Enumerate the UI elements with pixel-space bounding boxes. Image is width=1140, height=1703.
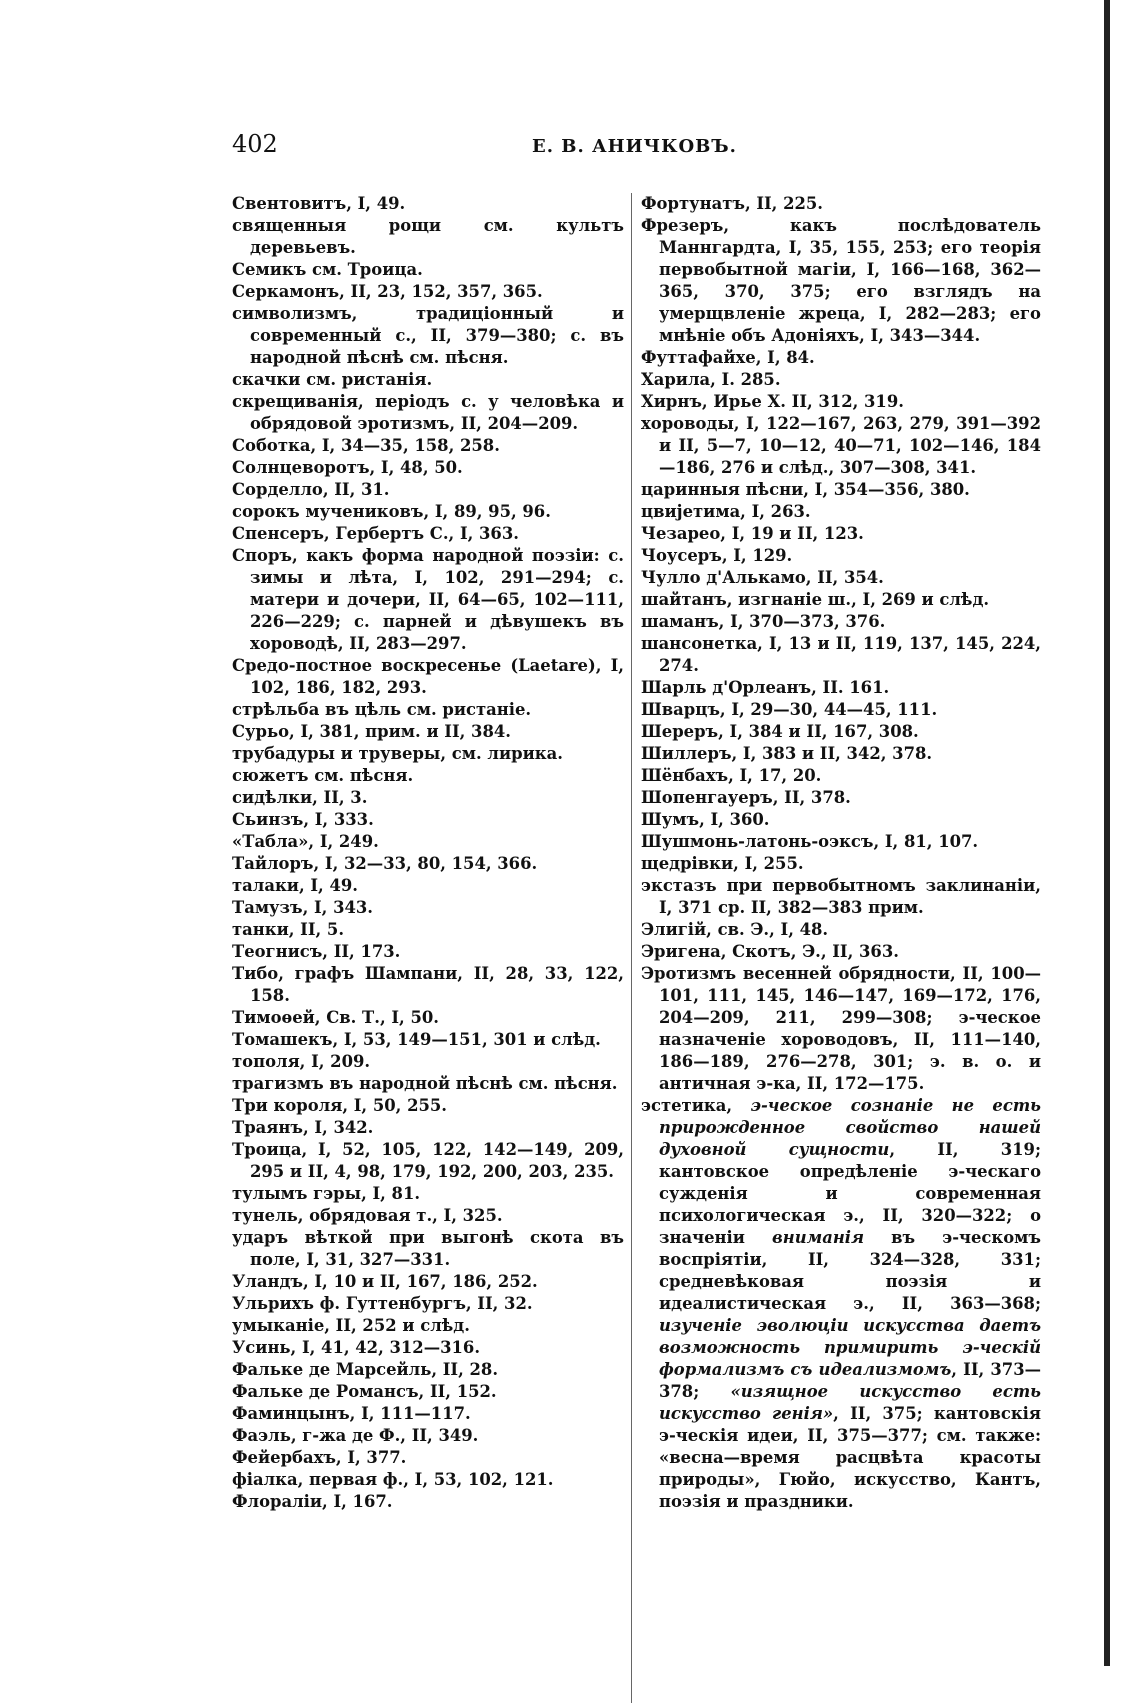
index-entry bbox=[232, 1183, 624, 1205]
index-entry bbox=[641, 589, 1041, 611]
index-entry bbox=[232, 1073, 624, 1095]
index-entry-text: Эротизмъ весенней обрядности, II, 100—101, 111, 145, 146—147, 169—172, 176, 204—209, 211, 299—308; э-ческое назначеніе хороводовъ, II, 111—140, 186—189, 276—278, 301; э. в. о. и античная э-ка, II, 172—175. bbox=[641, 964, 1041, 1093]
index-entry-text: экстазъ при первобытномъ заклинаніи, I, 371 ср. II, 382—383 прим. bbox=[641, 876, 1041, 917]
index-entry-text: Чоусеръ, I, 129. bbox=[641, 546, 793, 565]
index-entry bbox=[641, 567, 1041, 589]
index-entry-text: сидѣлки, II, 3. bbox=[232, 788, 368, 807]
index-entry bbox=[232, 193, 624, 215]
index-entry bbox=[641, 193, 1041, 215]
index-entry bbox=[641, 413, 1041, 479]
index-entry-text: Споръ, какъ форма народной поэзіи: с. зимы и лѣта, I, 102, 291—294; с. матери и дочери, II, 64—65, 102—111, 226—229; с. парней и дѣвушекъ въ хороводѣ, II, 283—297. bbox=[232, 546, 624, 653]
index-entry bbox=[232, 215, 624, 259]
index-entry-text: Шварцъ, I, 29—30, 44—45, 111. bbox=[641, 700, 938, 719]
index-entry bbox=[641, 633, 1041, 677]
index-entry-text: скачки см. ристанія. bbox=[232, 370, 433, 389]
index-entry bbox=[232, 1359, 624, 1381]
index-entry bbox=[232, 1051, 624, 1073]
index-entry bbox=[641, 941, 1041, 963]
index-entry-text: изученіе эволюціи искусства даетъ возможность примирить э-ческій формализмъ съ идеализмомъ bbox=[659, 1316, 1041, 1379]
index-entry-text: Свентовитъ, I, 49. bbox=[232, 194, 406, 213]
index-entry bbox=[232, 875, 624, 897]
index-entry bbox=[641, 919, 1041, 941]
index-entry bbox=[232, 545, 624, 655]
index-entry bbox=[232, 809, 624, 831]
index-entry-text: эстетика, bbox=[641, 1096, 751, 1115]
index-entry bbox=[232, 853, 624, 875]
index-entry-text: Фальке де Романсъ, II, 152. bbox=[232, 1382, 497, 1401]
index-entry-text: символизмъ, традиціонный и современный с., II, 379—380; с. въ народной пѣснѣ см. пѣсня. bbox=[232, 304, 624, 367]
index-entry bbox=[232, 1139, 624, 1183]
index-entry-text: священныя рощи см. культъ деревьевъ. bbox=[232, 216, 624, 257]
index-entry bbox=[232, 1029, 624, 1051]
index-entry-text: Семикъ см. Троица. bbox=[232, 260, 423, 279]
index-entry-text: Шушмонь-латонь-оэксъ, I, 81, 107. bbox=[641, 832, 979, 851]
index-entry-text: Чезарео, I, 19 и II, 123. bbox=[641, 524, 864, 543]
index-entry bbox=[232, 303, 624, 369]
index-entry-text: Флораліи, I, 167. bbox=[232, 1492, 393, 1511]
index-entry-text: ударъ вѣткой при выгонѣ скота въ поле, I, 31, 327—331. bbox=[232, 1228, 624, 1269]
index-entry-text: , II, 373—378; bbox=[659, 1360, 1042, 1401]
index-entry bbox=[232, 1117, 624, 1139]
index-entry-text: шаманъ, I, 370—373, 376. bbox=[641, 612, 886, 631]
index-entry-text: Три короля, I, 50, 255. bbox=[232, 1096, 447, 1115]
page-number: 402 bbox=[232, 130, 278, 158]
running-head: Е. В. АНИЧКОВЪ. bbox=[532, 136, 737, 157]
index-entry bbox=[232, 1293, 624, 1315]
index-entry-text: талаки, I, 49. bbox=[232, 876, 358, 895]
index-entry-text: Тамузъ, I, 343. bbox=[232, 898, 373, 917]
index-entry bbox=[232, 281, 624, 303]
index-entry-text: тулымъ гэры, I, 81. bbox=[232, 1184, 421, 1203]
index-entry-text: «изящное искусство есть искусство генія» bbox=[659, 1382, 1041, 1423]
index-entry bbox=[232, 831, 624, 853]
index-entry-text: «Табла», I, 249. bbox=[232, 832, 379, 851]
index-entry-text: Хирнъ, Ирье Х. II, 312, 319. bbox=[641, 392, 904, 411]
index-entry bbox=[641, 677, 1041, 699]
index-entry bbox=[232, 1381, 624, 1403]
index-entry bbox=[232, 765, 624, 787]
index-entry bbox=[641, 391, 1041, 413]
index-entry-text: царинныя пѣсни, I, 354—356, 380. bbox=[641, 480, 970, 499]
index-entry bbox=[232, 435, 624, 457]
index-entry-text: Томашекъ, I, 53, 149—151, 301 и слѣд. bbox=[232, 1030, 601, 1049]
index-entry-text: Сорделло, II, 31. bbox=[232, 480, 390, 499]
index-entry-text: Троица, I, 52, 105, 122, 142—149, 209, 295 и II, 4, 98, 179, 192, 200, 203, 235. bbox=[232, 1140, 624, 1181]
index-entry-text: тополя, I, 209. bbox=[232, 1052, 371, 1071]
index-entry-text: Эригена, Скотъ, Э., II, 363. bbox=[641, 942, 899, 961]
index-entry-text: Шумъ, I, 360. bbox=[641, 810, 770, 829]
index-entry bbox=[641, 501, 1041, 523]
index-entry bbox=[232, 743, 624, 765]
index-entry bbox=[232, 919, 624, 941]
index-entry bbox=[641, 369, 1041, 391]
index-entry bbox=[641, 479, 1041, 501]
index-entry-text: трагизмъ въ народной пѣснѣ см. пѣсня. bbox=[232, 1074, 618, 1093]
index-entry-text: хороводы, I, 122—167, 263, 279, 391—392 и II, 5—7, 10—12, 40—71, 102—146, 184—186, 276 и слѣд., 307—308, 341. bbox=[641, 414, 1041, 477]
index-entry bbox=[232, 1447, 624, 1469]
index-entry-text: Шиллеръ, I, 383 и II, 342, 378. bbox=[641, 744, 933, 763]
index-entry bbox=[232, 721, 624, 743]
index-entry bbox=[641, 545, 1041, 567]
index-entry-text: Харила, I. 285. bbox=[641, 370, 781, 389]
index-entry bbox=[232, 501, 624, 523]
index-entry bbox=[232, 523, 624, 545]
index-entry-text: Серкамонъ, II, 23, 152, 357, 365. bbox=[232, 282, 543, 301]
index-entry bbox=[232, 1469, 624, 1491]
index-entry-text: шансонетка, I, 13 и II, 119, 137, 145, 224, 274. bbox=[641, 634, 1041, 675]
index-entry-text: Соботка, I, 34—35, 158, 258. bbox=[232, 436, 500, 455]
index-entry bbox=[232, 1337, 624, 1359]
index-entry-text: Тимоѳей, Св. Т., I, 50. bbox=[232, 1008, 439, 1027]
index-entry bbox=[232, 699, 624, 721]
index-entry-text: э-ческое сознаніе не есть прирожденное свойство нашей духовной сущности bbox=[659, 1096, 1041, 1159]
index-entry-text: сюжетъ см. пѣсня. bbox=[232, 766, 414, 785]
column-divider bbox=[631, 193, 632, 1703]
index-entry-text: въ э-ческомъ воспріятіи, II, 324—328, 331; средневѣковая поэзія и идеалистическая э., II, 363—368; bbox=[659, 1228, 1041, 1313]
index-entry-text: Усинь, I, 41, 42, 312—316. bbox=[232, 1338, 481, 1357]
index-entry-text: Теогнисъ, II, 173. bbox=[232, 942, 401, 961]
index-entry bbox=[232, 897, 624, 919]
index-entry bbox=[641, 1095, 1041, 1513]
index-entry bbox=[232, 369, 624, 391]
index-entry-text: Сурьо, I, 381, прим. и II, 384. bbox=[232, 722, 511, 741]
index-entry-text: Уландъ, I, 10 и II, 167, 186, 252. bbox=[232, 1272, 538, 1291]
index-entry-text: Фрезеръ, какъ послѣдователь Маннгардта, I, 35, 155, 253; его теорія первобытной магіи, I, 166—168, 362—365, 370, 375; его взглядъ на умерщвленіе жреца, I, 282—283; его мнѣніе объ Адоніяхъ, I, 343—344. bbox=[641, 216, 1041, 345]
index-entry-text: умыканіе, II, 252 и слѣд. bbox=[232, 1316, 470, 1335]
index-entry-text: Фальке де Марсейль, II, 28. bbox=[232, 1360, 499, 1379]
index-entry bbox=[641, 963, 1041, 1095]
index-entry-text: , II, 319; кантовское опредѣленіе э-ческаго сужденія и современная психологическая э., II, 320—322; о значеніи bbox=[659, 1140, 1041, 1247]
index-entry-text: Тибо, графъ Шампани, II, 28, 33, 122, 158. bbox=[232, 964, 624, 1005]
index-entry-text: Тайлоръ, I, 32—33, 80, 154, 366. bbox=[232, 854, 538, 873]
index-entry bbox=[641, 523, 1041, 545]
index-column-right bbox=[641, 193, 1041, 1513]
index-entry-text: Спенсеръ, Гербертъ С., I, 363. bbox=[232, 524, 519, 543]
index-entry bbox=[641, 699, 1041, 721]
index-entry bbox=[232, 391, 624, 435]
index-entry-text: Элигій, св. Э., I, 48. bbox=[641, 920, 829, 939]
index-entry-text: Шопенгауеръ, II, 378. bbox=[641, 788, 851, 807]
index-entry-text: цвијетима, I, 263. bbox=[641, 502, 811, 521]
index-entry bbox=[232, 1227, 624, 1271]
index-entry-text: вниманія bbox=[772, 1228, 865, 1247]
index-entry bbox=[641, 611, 1041, 633]
index-entry bbox=[232, 941, 624, 963]
index-entry-text: танки, II, 5. bbox=[232, 920, 345, 939]
page-edge-line bbox=[1104, 0, 1110, 1666]
index-entry-text: Солнцеворотъ, I, 48, 50. bbox=[232, 458, 463, 477]
index-entry-text: щедрівки, I, 255. bbox=[641, 854, 804, 873]
index-entry bbox=[641, 347, 1041, 369]
index-entry-text: Футтафайхе, I, 84. bbox=[641, 348, 815, 367]
index-entry bbox=[641, 743, 1041, 765]
index-entry-text: Фаминцынъ, I, 111—117. bbox=[232, 1404, 471, 1423]
index-entry-text: трубадуры и труверы, см. лирика. bbox=[232, 744, 563, 763]
index-entry bbox=[641, 787, 1041, 809]
index-entry bbox=[232, 1491, 624, 1513]
index-entry bbox=[641, 831, 1041, 853]
index-entry bbox=[641, 765, 1041, 787]
index-entry bbox=[232, 479, 624, 501]
index-entry bbox=[232, 963, 624, 1007]
index-entry-text: скрещиванія, періодъ с. у человѣка и обрядовой эротизмъ, II, 204—209. bbox=[232, 392, 624, 433]
index-entry bbox=[232, 1007, 624, 1029]
index-entry-text: Чулло д'Алькамо, II, 354. bbox=[641, 568, 884, 587]
index-entry-text: фіалка, первая ф., I, 53, 102, 121. bbox=[232, 1470, 554, 1489]
index-column-left bbox=[232, 193, 624, 1513]
index-entry bbox=[232, 259, 624, 281]
index-entry bbox=[641, 809, 1041, 831]
index-entry-text: сорокъ мучениковъ, I, 89, 95, 96. bbox=[232, 502, 551, 521]
index-entry-text: стрѣльба въ цѣль см. ристаніе. bbox=[232, 700, 532, 719]
index-entry-text: Шёнбахъ, I, 17, 20. bbox=[641, 766, 822, 785]
index-entry bbox=[232, 1095, 624, 1117]
index-entry-text: Фаэль, г-жа де Ф., II, 349. bbox=[232, 1426, 479, 1445]
index-entry bbox=[232, 1271, 624, 1293]
index-entry-text: Сьинзъ, I, 333. bbox=[232, 810, 374, 829]
index-entry-text: Шарль д'Орлеанъ, II. 161. bbox=[641, 678, 890, 697]
index-entry bbox=[232, 1205, 624, 1227]
index-entry bbox=[641, 853, 1041, 875]
index-entry-text: Шереръ, I, 384 и II, 167, 308. bbox=[641, 722, 919, 741]
index-entry bbox=[232, 1425, 624, 1447]
index-entry-text: Средо-постное воскресенье (Laetare), I, 102, 186, 182, 293. bbox=[232, 656, 624, 697]
index-entry-text: Фейербахъ, I, 377. bbox=[232, 1448, 407, 1467]
index-entry bbox=[232, 1315, 624, 1337]
index-entry-text: Траянъ, I, 342. bbox=[232, 1118, 374, 1137]
index-entry-text: , II, 375; кантовскія э-ческія идеи, II, 375—377; см. также: «весна—время расцвѣта красоты природы», Гюйо, искусство, Кантъ, поэзія и праздники. bbox=[659, 1404, 1041, 1511]
index-entry-text: тунель, обрядовая т., I, 325. bbox=[232, 1206, 503, 1225]
index-entry bbox=[232, 787, 624, 809]
index-entry bbox=[232, 457, 624, 479]
index-entry bbox=[232, 1403, 624, 1425]
index-entry-text: шайтанъ, изгнаніе ш., I, 269 и слѣд. bbox=[641, 590, 990, 609]
index-entry bbox=[641, 215, 1041, 347]
index-entry bbox=[232, 655, 624, 699]
index-entry-text: Ульрихъ ф. Гуттенбургъ, II, 32. bbox=[232, 1294, 533, 1313]
page-header bbox=[232, 130, 1032, 170]
index-entry-text: Фортунатъ, II, 225. bbox=[641, 194, 824, 213]
index-entry bbox=[641, 875, 1041, 919]
index-entry bbox=[641, 721, 1041, 743]
